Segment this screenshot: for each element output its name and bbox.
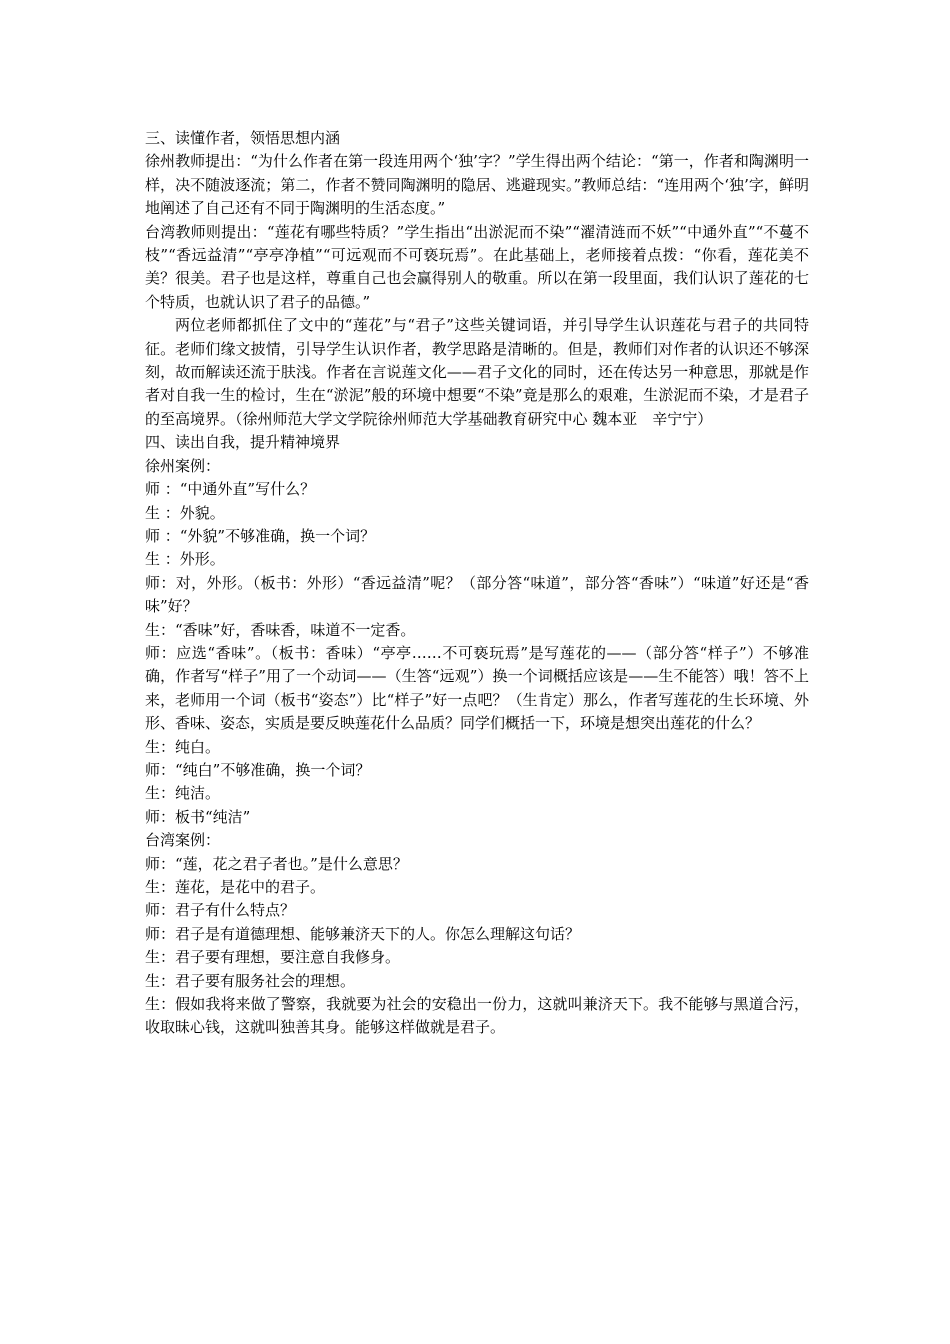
dialogue-line: 生：“香味”好，香味香，味道不一定香。 [145, 620, 416, 639]
dialogue-line: 生：纯洁。 [145, 784, 221, 803]
paragraph-commentary: 两位老师都抓住了文中的“莲花”与“君子”这些关键词语，并引导学生认识莲花与君子的共同特征。老师们缘文披情，引导学生认识作者，教学思路是清晰的。但是，教师们对作者的认识还不够深刻，故而解读还流于肤浅。作者在言说莲文化——君子文化的同时，还在传达另一种意思，那就是作者对自我一生的检讨，生在“淤泥”般的环境中想要“不染”竟是那么的艰难，生淤泥而不染，才是君子的至高境界。（徐州师范大学文学院徐州师范大学基础教育研究中心 魏本亚 辛宁宁） [145, 316, 809, 428]
dialogue-line: 生：君子要有理想，要注意自我修身。 [145, 948, 401, 967]
case-label-taiwan: 台湾案例： [145, 831, 221, 850]
section-heading-4: 四、读出自我，提升精神境界 [145, 433, 341, 452]
case-label-xuzhou: 徐州案例： [145, 456, 221, 475]
dialogue-line: 师：应选“香味”。（板书：香味）“亭亭……不可亵玩焉”是写莲花的——（部分答“样子”）不够准确，作者写“样子”用了一个动词——（生答“远观”）换一个词概括应该是——生不能答）哦！答不上来，老师用一个词（板书“姿态”）比“样子”好一点吧？（生肯定）那么，作者写莲花的生长环境、外形、香味、姿态，实质是要反映莲花什么品质？同学们概括一下，环境是想突出莲花的什么？ [145, 643, 809, 733]
section-heading-3: 三、读懂作者，领悟思想内涵 [145, 129, 341, 147]
dialogue-line: 师 ：“中通外直”写什么？ [145, 480, 316, 499]
dialogue-line: 师：“纯白”不够准确，换一个词？ [145, 760, 371, 779]
dialogue-line: 生：纯白。 [145, 737, 221, 756]
document-body [145, 127, 809, 1040]
dialogue-line: 生：假如我将来做了警察，我就要为社会的安稳出一份力，这就叫兼济天下。我不能够与黑道合污，收取昧心钱，这就叫独善其身。能够这样做就是君子。 [145, 995, 809, 1037]
dialogue-line: 师：对，外形。（板书：外形）“香远益清”呢？（部分答“味道”，部分答“香味”）“味道”好还是“香味”好？ [145, 573, 809, 616]
dialogue-line: 生 ：外形。 [145, 550, 225, 569]
dialogue-line: 师：君子是有道德理想、能够兼济天下的人。你怎么理解这句话？ [145, 924, 581, 943]
dialogue-line: 师 ：“外貌”不够准确，换一个词？ [145, 526, 376, 545]
dialogue-line: 师：“莲，花之君子者也。”是什么意思？ [145, 854, 408, 873]
paragraph-taiwan-teacher: 台湾教师则提出：“莲花有哪些特质？”学生指出“出淤泥而不染”“濯清涟而不妖”“中通外直”“不蔓不枝”“香远益清”“亭亭净植”“可远观而不可亵玩焉”。在此基础上，老师接着点拨：“你看，莲花美不美？很美。君子也是这样，尊重自己也会赢得别人的敬重。所以在第一段里面，我们认识了莲花的七个特质，也就认识了君子的品德。” [145, 222, 809, 311]
dialogue-line: 生 ：外貌。 [145, 503, 225, 522]
dialogue-line: 师：板书“纯洁” [145, 807, 251, 826]
paragraph-xuzhou-teacher: 徐州教师提出：“为什么作者在第一段连用两个‘独’字？”学生得出两个结论：“第一，作者和陶渊明一样，决不随波逐流；第二，作者不赞同陶渊明的隐居、逃避现实。”教师总结：“连用两个‘独’字，鲜明地阐述了自己还有不同于陶渊明的生活态度。” [145, 152, 809, 218]
dialogue-line: 生：莲花，是花中的君子。 [145, 878, 326, 896]
dialogue-line: 师：君子有什么特点？ [145, 901, 296, 920]
dialogue-line: 生：君子要有服务社会的理想。 [145, 971, 356, 990]
